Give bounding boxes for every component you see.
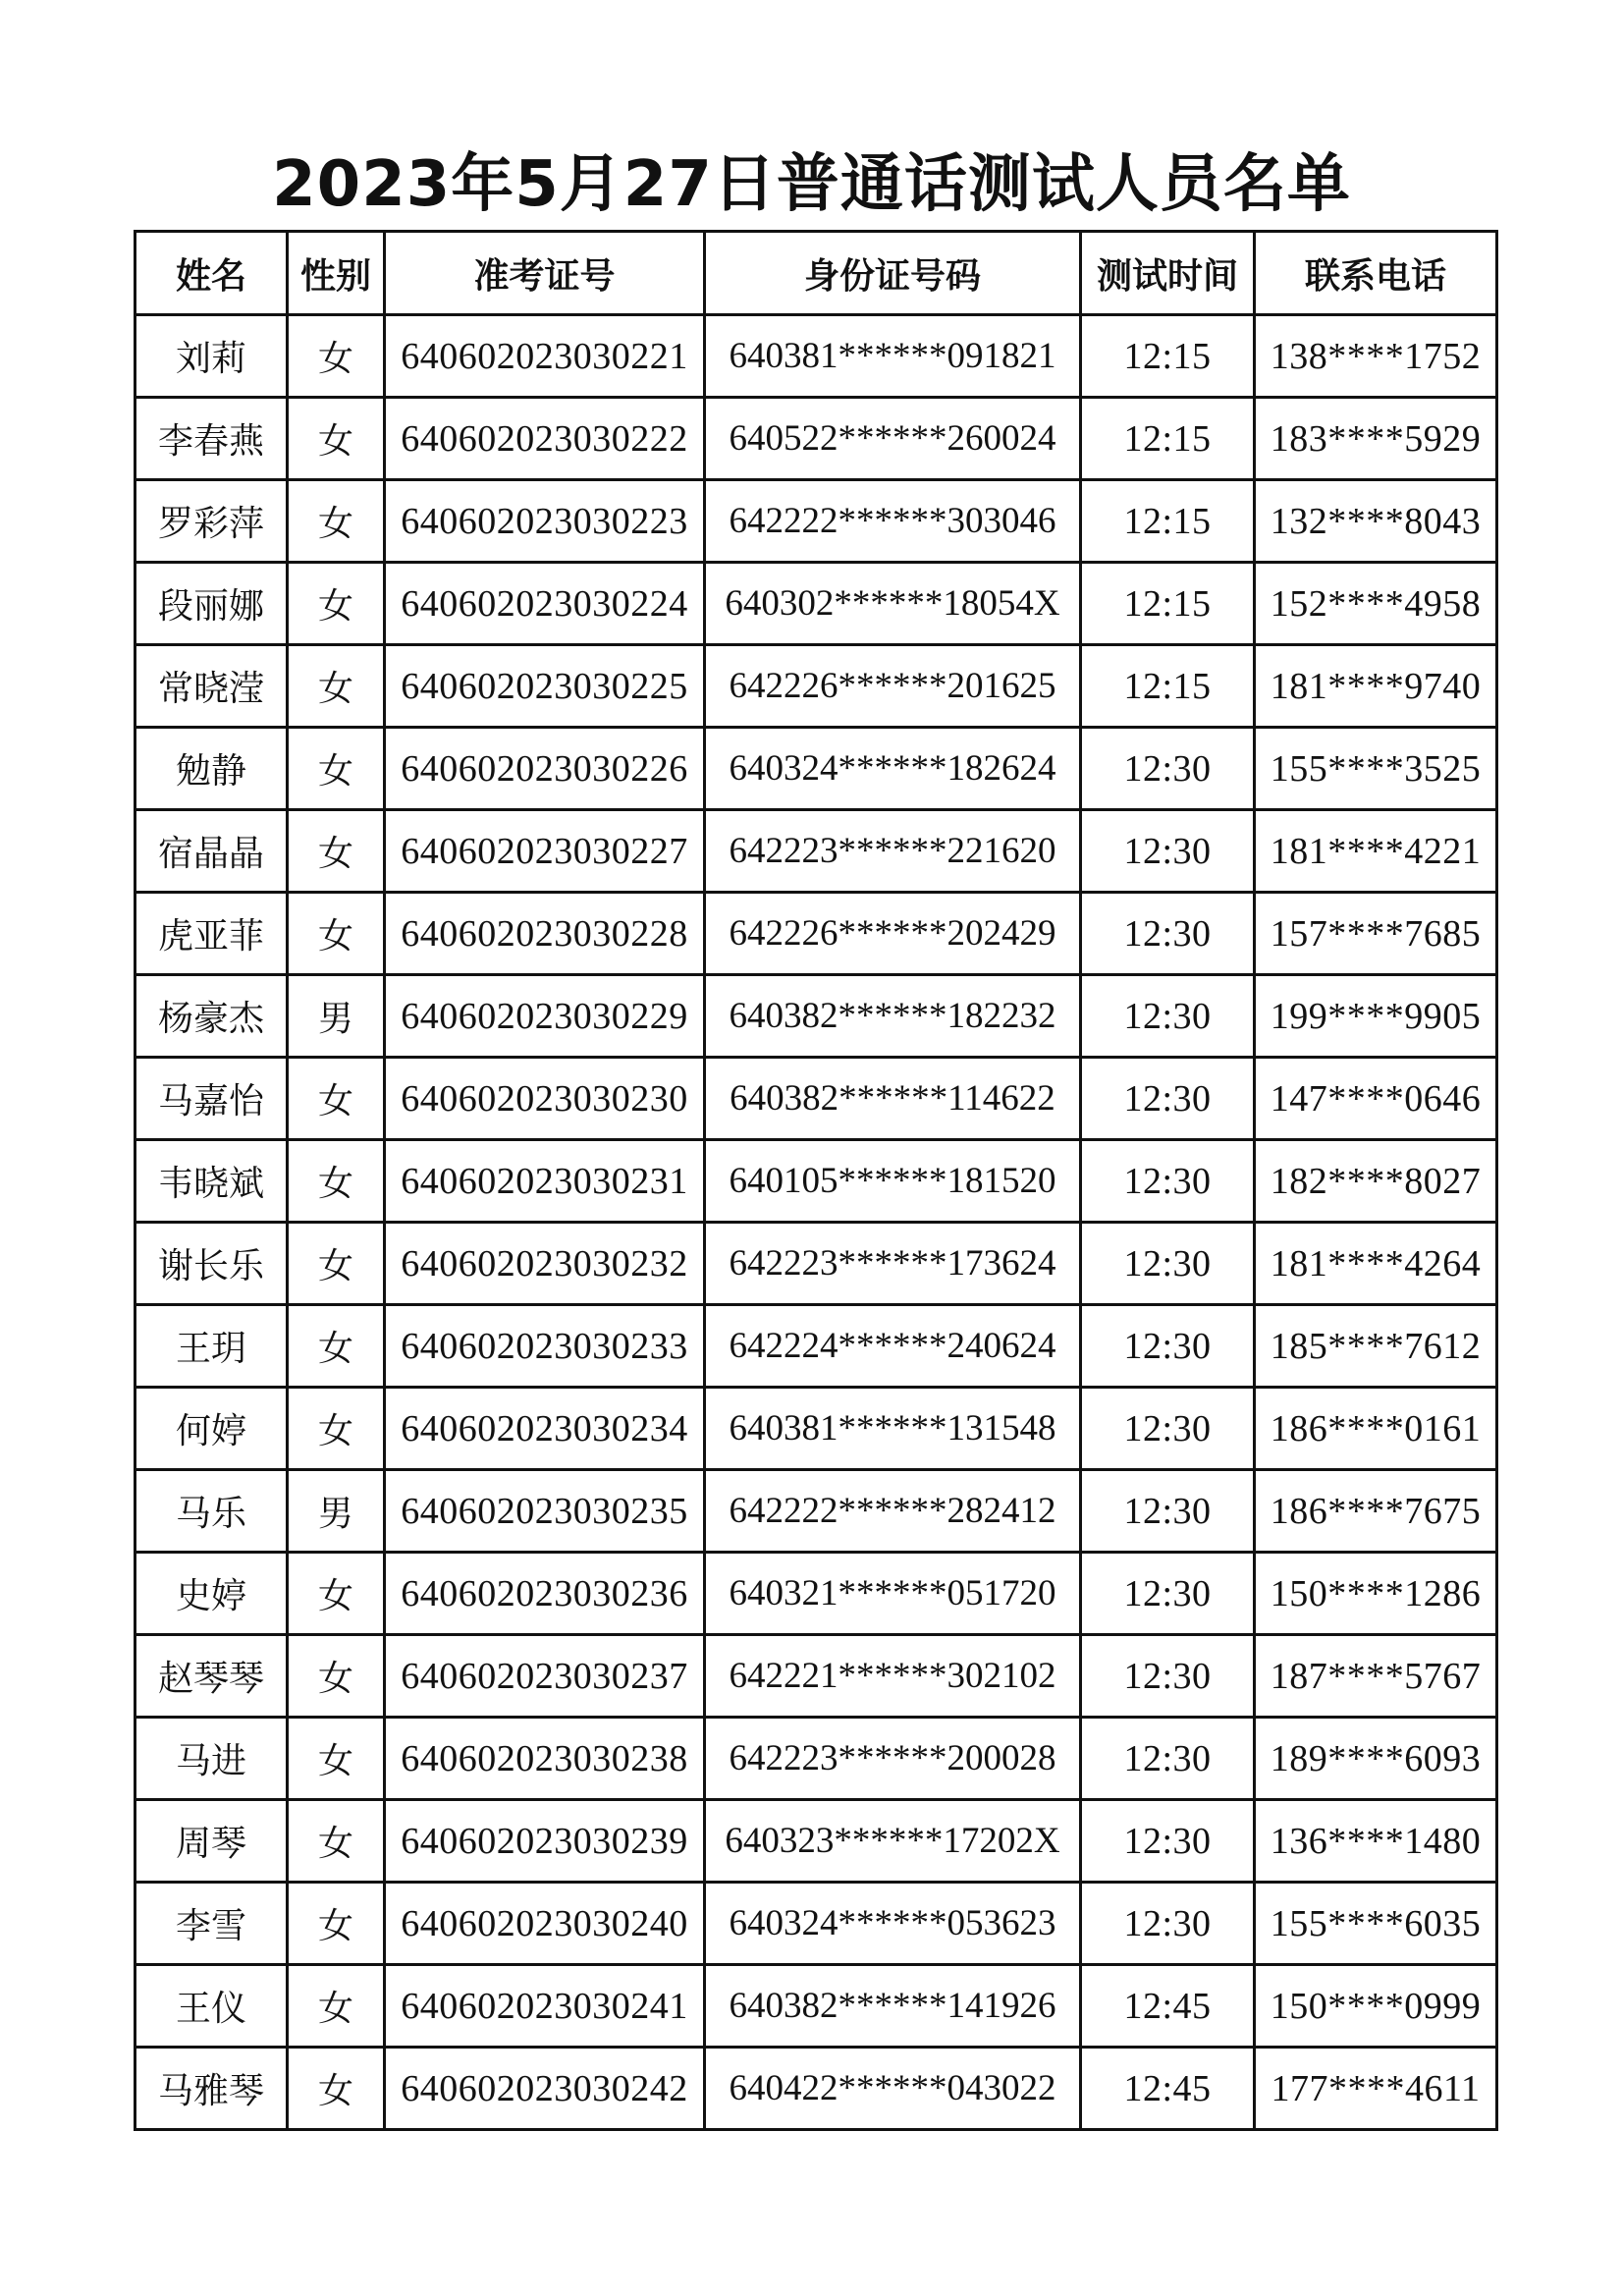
cell-id-no: 642222******303046: [705, 480, 1081, 563]
header-name: 姓名: [135, 232, 288, 315]
cell-gender: 女: [288, 1223, 385, 1305]
cell-gender: 女: [288, 1635, 385, 1718]
cell-id-no: 642226******202429: [705, 893, 1081, 975]
cell-test-time: 12:30: [1081, 1388, 1255, 1470]
cell-test-time: 12:30: [1081, 1883, 1255, 1965]
cell-id-no: 642223******200028: [705, 1718, 1081, 1800]
cell-id-no: 640381******131548: [705, 1388, 1081, 1470]
cell-exam-no: 640602023030238: [385, 1718, 705, 1800]
table-row: [135, 1305, 1497, 1388]
cell-test-time: 12:15: [1081, 398, 1255, 480]
cell-exam-no: 640602023030235: [385, 1470, 705, 1553]
header-gender: 性别: [288, 232, 385, 315]
cell-name: 段丽娜: [135, 563, 288, 645]
table-row: [135, 315, 1497, 398]
cell-phone: 152****4958: [1255, 563, 1497, 645]
table-row: [135, 480, 1497, 563]
cell-id-no: 640302******18054X: [705, 563, 1081, 645]
cell-phone: 186****0161: [1255, 1388, 1497, 1470]
cell-phone: 186****7675: [1255, 1470, 1497, 1553]
cell-phone: 147****0646: [1255, 1058, 1497, 1140]
cell-gender: 女: [288, 398, 385, 480]
table-row: [135, 398, 1497, 480]
table-row: [135, 1223, 1497, 1305]
table-row: [135, 1388, 1497, 1470]
cell-gender: 女: [288, 893, 385, 975]
cell-exam-no: 640602023030231: [385, 1140, 705, 1223]
table-row: [135, 728, 1497, 810]
cell-phone: 138****1752: [1255, 315, 1497, 398]
cell-exam-no: 640602023030229: [385, 975, 705, 1058]
cell-id-no: 640382******141926: [705, 1965, 1081, 2048]
cell-exam-no: 640602023030234: [385, 1388, 705, 1470]
cell-exam-no: 640602023030233: [385, 1305, 705, 1388]
cell-id-no: 640324******182624: [705, 728, 1081, 810]
cell-name: 罗彩萍: [135, 480, 288, 563]
header-id-no: 身份证号码: [705, 232, 1081, 315]
header-exam-no: 准考证号: [385, 232, 705, 315]
table-row: [135, 645, 1497, 728]
cell-phone: 181****9740: [1255, 645, 1497, 728]
cell-phone: 182****8027: [1255, 1140, 1497, 1223]
cell-gender: 男: [288, 1470, 385, 1553]
cell-phone: 177****4611: [1255, 2048, 1497, 2130]
cell-gender: 女: [288, 1140, 385, 1223]
table-row: [135, 1470, 1497, 1553]
cell-phone: 181****4221: [1255, 810, 1497, 893]
cell-phone: 181****4264: [1255, 1223, 1497, 1305]
cell-exam-no: 640602023030226: [385, 728, 705, 810]
cell-exam-no: 640602023030227: [385, 810, 705, 893]
cell-gender: 女: [288, 810, 385, 893]
cell-gender: 男: [288, 975, 385, 1058]
cell-test-time: 12:30: [1081, 1718, 1255, 1800]
cell-gender: 女: [288, 2048, 385, 2130]
cell-id-no: 640323******17202X: [705, 1800, 1081, 1883]
cell-name: 谢长乐: [135, 1223, 288, 1305]
table-row: [135, 893, 1497, 975]
cell-name: 马进: [135, 1718, 288, 1800]
cell-exam-no: 640602023030223: [385, 480, 705, 563]
cell-exam-no: 640602023030241: [385, 1965, 705, 2048]
cell-id-no: 640381******091821: [705, 315, 1081, 398]
cell-test-time: 12:30: [1081, 975, 1255, 1058]
cell-name: 马雅琴: [135, 2048, 288, 2130]
cell-test-time: 12:30: [1081, 1553, 1255, 1635]
cell-name: 常晓滢: [135, 645, 288, 728]
cell-name: 勉静: [135, 728, 288, 810]
cell-name: 李雪: [135, 1883, 288, 1965]
cell-phone: 155****3525: [1255, 728, 1497, 810]
cell-id-no: 642222******282412: [705, 1470, 1081, 1553]
cell-id-no: 640522******260024: [705, 398, 1081, 480]
cell-name: 杨豪杰: [135, 975, 288, 1058]
cell-name: 赵琴琴: [135, 1635, 288, 1718]
cell-id-no: 642226******201625: [705, 645, 1081, 728]
table-row: [135, 1553, 1497, 1635]
cell-gender: 女: [288, 1800, 385, 1883]
cell-exam-no: 640602023030232: [385, 1223, 705, 1305]
cell-exam-no: 640602023030222: [385, 398, 705, 480]
cell-id-no: 642224******240624: [705, 1305, 1081, 1388]
cell-test-time: 12:15: [1081, 315, 1255, 398]
table-row: [135, 1718, 1497, 1800]
table-row: [135, 563, 1497, 645]
cell-name: 史婷: [135, 1553, 288, 1635]
table-row: [135, 975, 1497, 1058]
cell-gender: 女: [288, 1553, 385, 1635]
cell-test-time: 12:15: [1081, 645, 1255, 728]
cell-phone: 157****7685: [1255, 893, 1497, 975]
cell-gender: 女: [288, 645, 385, 728]
cell-gender: 女: [288, 563, 385, 645]
cell-gender: 女: [288, 1388, 385, 1470]
cell-test-time: 12:30: [1081, 728, 1255, 810]
cell-test-time: 12:15: [1081, 480, 1255, 563]
cell-gender: 女: [288, 1883, 385, 1965]
header-phone: 联系电话: [1255, 232, 1497, 315]
cell-id-no: 642223******173624: [705, 1223, 1081, 1305]
cell-test-time: 12:30: [1081, 1800, 1255, 1883]
cell-id-no: 642223******221620: [705, 810, 1081, 893]
cell-name: 刘莉: [135, 315, 288, 398]
cell-phone: 185****7612: [1255, 1305, 1497, 1388]
cell-phone: 132****8043: [1255, 480, 1497, 563]
cell-phone: 155****6035: [1255, 1883, 1497, 1965]
cell-id-no: 640382******114622: [705, 1058, 1081, 1140]
cell-phone: 187****5767: [1255, 1635, 1497, 1718]
cell-gender: 女: [288, 315, 385, 398]
cell-name: 马乐: [135, 1470, 288, 1553]
cell-test-time: 12:45: [1081, 2048, 1255, 2130]
cell-id-no: 640324******053623: [705, 1883, 1081, 1965]
roster-body: [135, 315, 1497, 2130]
cell-test-time: 12:30: [1081, 893, 1255, 975]
cell-test-time: 12:30: [1081, 1305, 1255, 1388]
cell-exam-no: 640602023030225: [385, 645, 705, 728]
cell-name: 何婷: [135, 1388, 288, 1470]
cell-test-time: 12:30: [1081, 1140, 1255, 1223]
cell-exam-no: 640602023030236: [385, 1553, 705, 1635]
cell-exam-no: 640602023030228: [385, 893, 705, 975]
cell-test-time: 12:30: [1081, 810, 1255, 893]
cell-test-time: 12:45: [1081, 1965, 1255, 2048]
cell-name: 虎亚菲: [135, 893, 288, 975]
cell-name: 王仪: [135, 1965, 288, 2048]
cell-name: 韦晓斌: [135, 1140, 288, 1223]
cell-id-no: 640321******051720: [705, 1553, 1081, 1635]
cell-exam-no: 640602023030221: [385, 315, 705, 398]
cell-id-no: 642221******302102: [705, 1635, 1081, 1718]
table-row: [135, 1635, 1497, 1718]
cell-test-time: 12:30: [1081, 1223, 1255, 1305]
cell-phone: 183****5929: [1255, 398, 1497, 480]
cell-gender: 女: [288, 1058, 385, 1140]
page-title: 2023年5月27日普通话测试人员名单: [272, 148, 1351, 221]
table-row: [135, 1140, 1497, 1223]
table-row: [135, 1883, 1497, 1965]
header-row: [135, 232, 1497, 315]
cell-id-no: 640382******182232: [705, 975, 1081, 1058]
cell-exam-no: 640602023030230: [385, 1058, 705, 1140]
cell-gender: 女: [288, 1718, 385, 1800]
cell-gender: 女: [288, 480, 385, 563]
cell-id-no: 640422******043022: [705, 2048, 1081, 2130]
cell-gender: 女: [288, 1305, 385, 1388]
cell-phone: 189****6093: [1255, 1718, 1497, 1800]
cell-exam-no: 640602023030240: [385, 1883, 705, 1965]
table-row: [135, 810, 1497, 893]
cell-phone: 136****1480: [1255, 1800, 1497, 1883]
cell-exam-no: 640602023030239: [385, 1800, 705, 1883]
cell-name: 马嘉怡: [135, 1058, 288, 1140]
cell-id-no: 640105******181520: [705, 1140, 1081, 1223]
cell-name: 周琴: [135, 1800, 288, 1883]
table-row: [135, 1058, 1497, 1140]
cell-name: 宿晶晶: [135, 810, 288, 893]
cell-test-time: 12:30: [1081, 1058, 1255, 1140]
cell-gender: 女: [288, 728, 385, 810]
cell-test-time: 12:30: [1081, 1635, 1255, 1718]
roster-table: [134, 230, 1498, 2131]
cell-test-time: 12:15: [1081, 563, 1255, 645]
cell-phone: 199****9905: [1255, 975, 1497, 1058]
cell-phone: 150****1286: [1255, 1553, 1497, 1635]
cell-name: 李春燕: [135, 398, 288, 480]
cell-exam-no: 640602023030242: [385, 2048, 705, 2130]
cell-phone: 150****0999: [1255, 1965, 1497, 2048]
table-row: [135, 2048, 1497, 2130]
table-row: [135, 1800, 1497, 1883]
cell-exam-no: 640602023030224: [385, 563, 705, 645]
cell-name: 王玥: [135, 1305, 288, 1388]
cell-exam-no: 640602023030237: [385, 1635, 705, 1718]
header-test-time: 测试时间: [1081, 232, 1255, 315]
table-row: [135, 1965, 1497, 2048]
cell-gender: 女: [288, 1965, 385, 2048]
cell-test-time: 12:30: [1081, 1470, 1255, 1553]
